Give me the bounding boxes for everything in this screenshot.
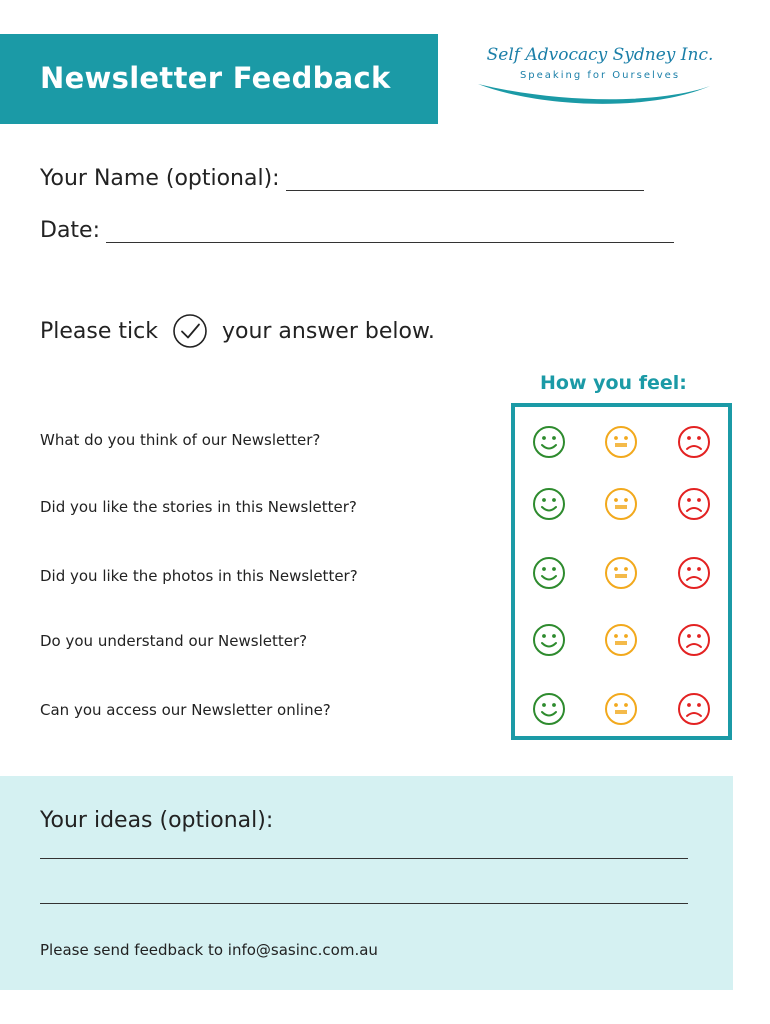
sad-face-icon[interactable] (676, 424, 712, 460)
happy-face-icon[interactable] (531, 424, 567, 460)
name-field-line[interactable] (286, 170, 644, 191)
question-access: Can you access our Newsletter online? (40, 701, 331, 719)
page-title: Newsletter Feedback (40, 61, 391, 95)
instruction-after: your answer below. (221, 318, 435, 344)
sad-face-icon[interactable] (676, 691, 712, 727)
neutral-face-icon[interactable] (603, 622, 639, 658)
sad-face-icon[interactable] (676, 486, 712, 522)
happy-face-icon[interactable] (531, 486, 567, 522)
name-field[interactable] (40, 166, 644, 191)
date-field-line[interactable] (106, 222, 674, 243)
instruction (40, 313, 435, 349)
date-field-label: Date: (40, 218, 100, 243)
neutral-face-icon[interactable] (603, 555, 639, 591)
date-field[interactable] (40, 218, 674, 243)
neutral-face-icon[interactable] (603, 486, 639, 522)
happy-face-icon[interactable] (531, 691, 567, 727)
neutral-face-icon[interactable] (603, 691, 639, 727)
contact-email-text: Please send feedback to info@sasinc.com.au (40, 941, 378, 959)
check-circle-icon (172, 313, 208, 349)
instruction-before: Please tick (40, 318, 158, 344)
sad-face-icon[interactable] (676, 555, 712, 591)
ideas-line-1[interactable] (40, 858, 688, 859)
happy-face-icon[interactable] (531, 622, 567, 658)
neutral-face-icon[interactable] (603, 424, 639, 460)
ideas-line-2[interactable] (40, 903, 688, 904)
question-stories: Did you like the stories in this Newsletter? (40, 498, 357, 516)
logo-swoosh-icon (470, 78, 730, 118)
feel-heading: How you feel: (540, 372, 687, 394)
sad-face-icon[interactable] (676, 622, 712, 658)
logo-name: Self Advocacy Sydney Inc. (486, 45, 714, 65)
ideas-title: Your ideas (optional): (40, 808, 274, 833)
happy-face-icon[interactable] (531, 555, 567, 591)
organization-logo (470, 40, 730, 118)
question-understand: Do you understand our Newsletter? (40, 632, 308, 650)
logo-tagline: Speaking for Ourselves (519, 70, 681, 81)
question-photos: Did you like the photos in this Newsletter? (40, 567, 358, 585)
question-overall: What do you think of our Newsletter? (40, 431, 321, 449)
name-field-label: Your Name (optional): (40, 166, 280, 191)
